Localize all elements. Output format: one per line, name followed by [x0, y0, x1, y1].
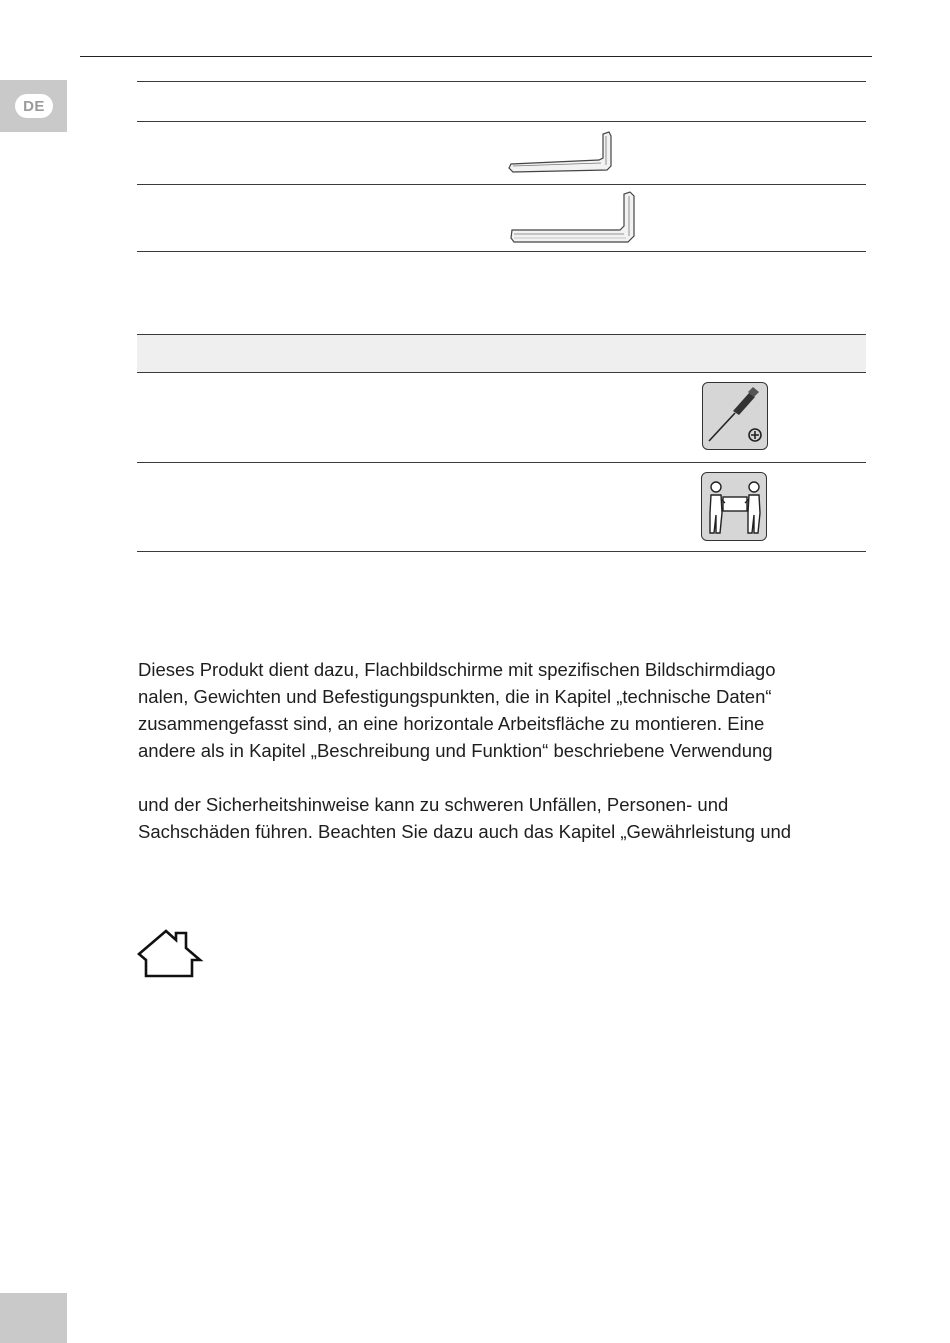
text-line: zusammengefasst sind, an eine horizontale Arbeitsfläche zu montieren. Eine: [138, 713, 765, 734]
two-person-lift-icon: [701, 472, 767, 541]
table-rule: [137, 251, 866, 252]
hex-key-large-icon: [508, 190, 638, 246]
table-rule: [137, 551, 866, 552]
table-rule: [137, 121, 866, 122]
table-rule: [137, 372, 866, 373]
header-rule: [80, 56, 872, 57]
hex-key-small-icon: [505, 128, 615, 176]
safety-paragraph: [138, 791, 878, 845]
phillips-screwdriver-icon: [702, 382, 768, 450]
table-rule: [137, 81, 866, 82]
table-header-band: [137, 335, 866, 372]
language-badge: DE: [15, 94, 53, 118]
table-rule: [137, 184, 866, 185]
house-icon: [136, 928, 204, 980]
page-number-tab: [0, 1293, 67, 1343]
text-line: Dieses Produkt dient dazu, Flachbildschirme mit spezifischen Bildschirmdiago: [138, 659, 776, 680]
table-rule: [137, 462, 866, 463]
text-line: und der Sicherheitshinweise kann zu schweren Unfällen, Personen- und: [138, 794, 729, 815]
text-line: Sachschäden führen. Beachten Sie dazu auch das Kapitel „Gewährleistung und: [138, 821, 792, 842]
language-tab: [0, 80, 67, 132]
text-line: nalen, Gewichten und Befestigungspunkten, die in Kapitel „technische Daten“: [138, 686, 772, 707]
text-line: andere als in Kapitel „Beschreibung und Funktion“ beschriebene Verwendung: [138, 740, 773, 761]
intended-use-paragraph: [138, 656, 878, 764]
